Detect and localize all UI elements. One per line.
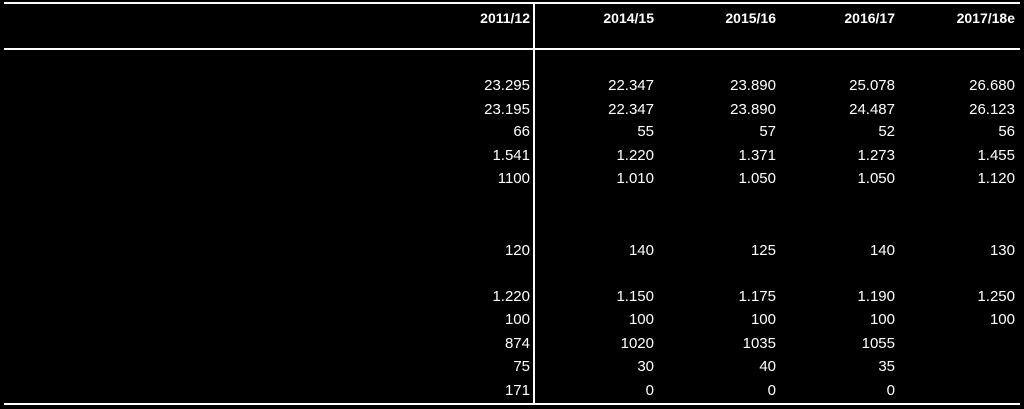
table-cell: 30: [637, 358, 654, 375]
table-cell: 874: [504, 335, 530, 352]
table-cell: 1035: [742, 335, 776, 352]
table-cell: 66: [513, 123, 530, 140]
table-cell: 100: [989, 311, 1015, 328]
table-cell: 1.120: [977, 170, 1015, 187]
table-cell: 0: [767, 382, 776, 399]
table-cell: 55: [637, 123, 654, 140]
table-cell: 140: [869, 242, 895, 259]
table-cell: 1.371: [738, 147, 776, 164]
table-cell: 100: [628, 311, 654, 328]
table-cell: 23.195: [484, 101, 530, 118]
table-cell: 1.273: [857, 147, 895, 164]
table-cell: 1.220: [616, 147, 654, 164]
table-row: [0, 381, 1024, 401]
header-col-2016-17: 2016/17: [844, 10, 895, 26]
table-cell: 26.123: [969, 101, 1015, 118]
table-cell: 140: [628, 242, 654, 259]
table-cell: 35: [878, 358, 895, 375]
table-cell: 1.050: [738, 170, 776, 187]
table-cell: 171: [504, 382, 530, 399]
table-row: [0, 241, 1024, 261]
table-cell: 1.190: [857, 288, 895, 305]
table-cell: 0: [645, 382, 654, 399]
table-row: [0, 357, 1024, 377]
table-cell: 1.541: [492, 147, 530, 164]
table-cell: 22.347: [608, 77, 654, 94]
table-cell: 0: [886, 382, 895, 399]
table-cell: 100: [750, 311, 776, 328]
header-col-2015-16: 2015/16: [725, 10, 776, 26]
table-cell: 1.010: [616, 170, 654, 187]
table-cell: 1.175: [738, 288, 776, 305]
table-cell: 75: [513, 358, 530, 375]
table-cell: 40: [759, 358, 776, 375]
table-cell: 56: [998, 123, 1015, 140]
table-cell: 1020: [620, 335, 654, 352]
top-border: [4, 2, 1020, 4]
table-cell: 100: [869, 311, 895, 328]
table-cell: 125: [750, 242, 776, 259]
table-cell: 1100: [497, 170, 530, 187]
table-cell: 57: [759, 123, 776, 140]
header-divider: [4, 48, 1020, 50]
table-cell: 1.250: [977, 288, 1015, 305]
table-cell: [915, 381, 1015, 401]
table-cell: 22.347: [608, 101, 654, 118]
table-cell: 52: [878, 123, 895, 140]
table-row: [0, 76, 1024, 96]
table-row: [0, 287, 1024, 307]
table-cell: 1.455: [977, 147, 1015, 164]
table-cell: 23.890: [730, 77, 776, 94]
bottom-border: [4, 403, 1020, 405]
table-row: [0, 310, 1024, 330]
table-cell: 23.295: [484, 77, 530, 94]
table-row: [0, 169, 1024, 189]
table-row: [0, 334, 1024, 354]
table-cell: 1.150: [616, 288, 654, 305]
table-cell: 100: [504, 311, 530, 328]
table-cell: 120: [504, 242, 530, 259]
table-cell: 1.220: [492, 288, 530, 305]
table-cell: [915, 334, 1015, 354]
header-col-2017-18e: 2017/18e: [956, 10, 1015, 26]
table-row: [0, 146, 1024, 166]
table-row: [0, 100, 1024, 120]
table-cell: 1055: [861, 335, 895, 352]
table-cell: 130: [989, 242, 1015, 259]
table-cell: 25.078: [849, 77, 895, 94]
table-row: [0, 122, 1024, 142]
table-cell: 24.487: [849, 101, 895, 118]
table-cell: 1.050: [857, 170, 895, 187]
header-col-2014-15: 2014/15: [603, 10, 654, 26]
table-cell: 26.680: [969, 77, 1015, 94]
table-cell: [915, 357, 1015, 377]
table-cell: 23.890: [730, 101, 776, 118]
header-col-2011-12: 2011/12: [480, 10, 530, 26]
